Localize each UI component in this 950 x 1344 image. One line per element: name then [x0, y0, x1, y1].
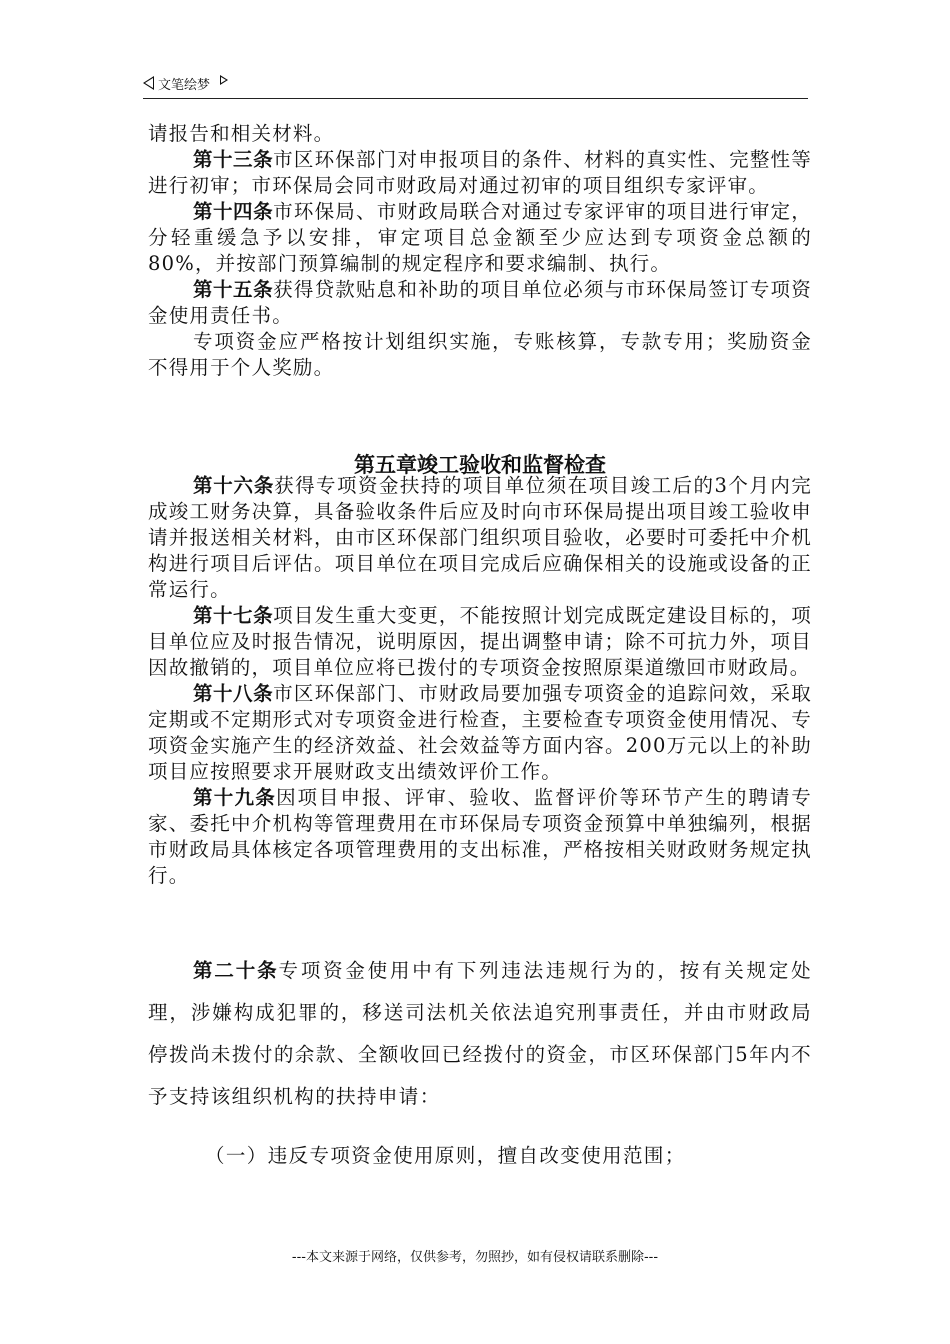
paragraph-funds: 专项资金应严格按计划组织实施，专账核算，专款专用；奖励资金不得用于个人奖励。	[148, 330, 812, 379]
article-20-text: 专项资金使用中有下列违法违规行为的，按有关规定处理，涉嫌构成犯罪的，移送司法机关依法追究刑事责任，并由市财政局停拨尚未拨付的余款、全额收回已经拨付的资金，市区环保部门5年内不予支持该组织机构的扶持申请：	[148, 959, 812, 1108]
article-13-text: 市区环保部门对申报项目的条件、材料的真实性、完整性等进行初审；市环保局会同市财政局对通过初审的项目组织专家评审。	[148, 148, 812, 197]
article-18	[148, 681, 812, 785]
article-20	[148, 950, 812, 1118]
page-footer: ---本文来源于网络，仅供参考，勿照抄，如有侵权请联系删除---	[291, 1250, 659, 1265]
article-19-label: 第十九条	[193, 786, 277, 809]
article-15-text: 获得贷款贴息和补助的项目单位必须与市环保局签订专项资金使用责任书。	[148, 278, 812, 327]
header-title: 文笔绘梦	[158, 77, 211, 93]
article-17-text: 项目发生重大变更，不能按照计划完成既定建设目标的，项目单位应及时报告情况，说明原因，提出调整申请；除不可抗力外，项目因故撤销的，项目单位应将已拨付的专项资金按照原渠道缴回市财政局。	[148, 604, 812, 679]
article-20-label: 第二十条	[193, 959, 279, 982]
article-14-label: 第十四条	[193, 200, 274, 223]
article-18-text: 市区环保部门、市财政局要加强专项资金的追踪问效，采取定期或不定期形式对专项资金进行检查，主要检查专项资金使用情况、专项资金实施产生的经济效益、社会效益等方面内容。200万元以上的补助项目应按照要求开展财政支出绩效评价工作。	[148, 682, 812, 783]
triangle-right-icon	[220, 75, 228, 85]
section-article-20	[148, 950, 812, 1118]
section-chapter-5	[148, 473, 812, 889]
article-13	[148, 147, 812, 199]
article-17-label: 第十七条	[193, 604, 274, 627]
paragraph-continuation: 请报告和相关材料。	[148, 122, 335, 145]
article-14-text: 市环保局、市财政局联合对通过专家评审的项目进行审定，分轻重缓急予以安排，审定项目总金额至少应达到专项资金总额的80%，并按部门预算编制的规定程序和要求编制、执行。	[148, 200, 812, 275]
list-item-1: （一）违反专项资金使用原则，擅自改变使用范围；	[205, 1144, 686, 1167]
article-16	[148, 473, 812, 603]
page-header	[143, 72, 808, 99]
article-16-text: 获得专项资金扶持的项目单位须在项目竣工后的3个月内完成竣工财务决算，具备验收条件后应及时向市环保局提出项目竣工验收申请并报送相关材料，由市区环保部门组织项目验收，必要时可委托中介机构进行项目后评估。项目单位在项目完成后应确保相关的设施或设备的正常运行。	[148, 474, 812, 601]
article-18-label: 第十八条	[193, 682, 274, 705]
article-13-label: 第十三条	[193, 148, 274, 171]
article-19-text: 因项目申报、评审、验收、监督评价等环节产生的聘请专家、委托中介机构等管理费用在市环保局专项资金预算中单独编列，根据市财政局具体核定各项管理费用的支出标准，严格按相关财政财务规定执行。	[148, 786, 812, 887]
article-14	[148, 199, 812, 277]
article-19	[148, 785, 812, 889]
chapter-title: 第五章竣工验收和监督检查	[354, 453, 606, 477]
triangle-left-icon	[143, 76, 154, 90]
article-17	[148, 603, 812, 681]
header-row	[143, 72, 808, 94]
section-continued	[148, 121, 812, 381]
article-15-label: 第十五条	[193, 278, 274, 301]
article-16-label: 第十六条	[193, 474, 275, 497]
article-15	[148, 277, 812, 329]
